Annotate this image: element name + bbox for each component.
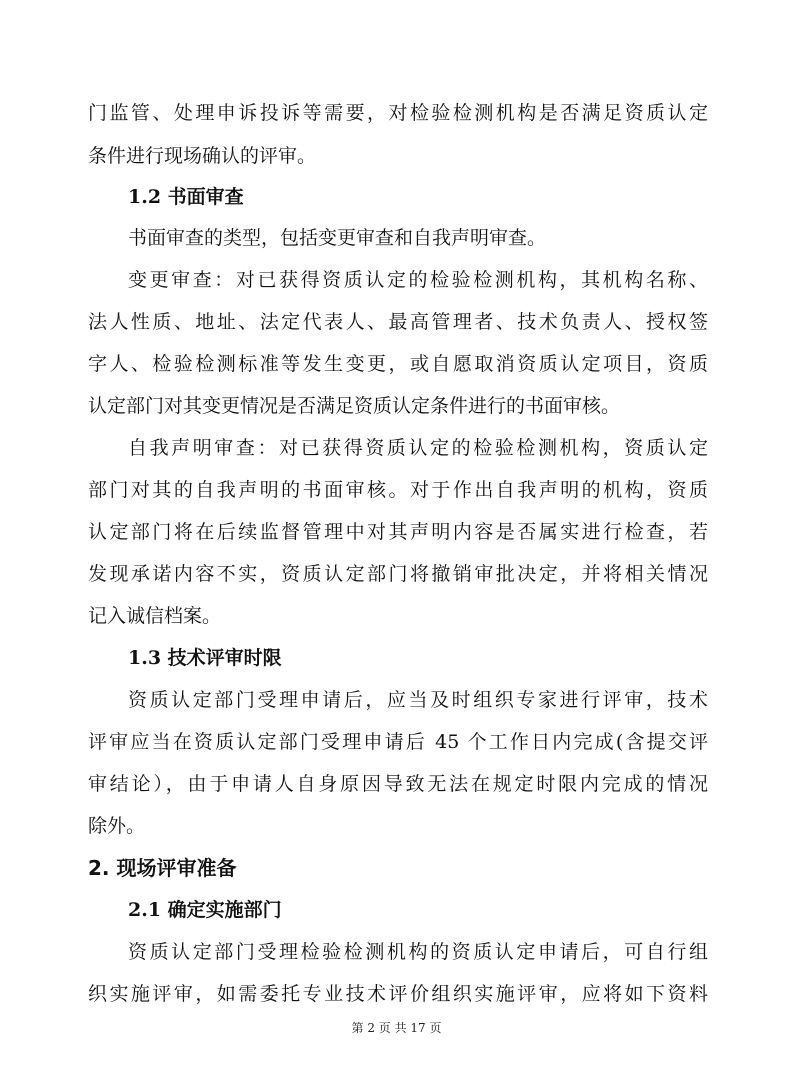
body-text-line: 认定部门对其变更情况是否满足资质认定条件进行的书面审核。: [88, 395, 621, 417]
body-text-line: 织实施评审，如需委托专业技术评价组织实施评审，应将如下资料: [88, 983, 708, 1005]
body-text-line: 部门对其的自我声明的书面审核。对于作出自我声明的机构，资质: [88, 479, 708, 501]
section-heading-2: 2. 现场评审准备: [88, 856, 237, 880]
body-text-line: 资质认定部门受理申请后，应当及时组织专家进行评审，技术: [128, 689, 708, 711]
body-text-line: 变更审查：对已获得资质认定的检验检测机构，其机构名称、: [128, 269, 708, 291]
body-text-line: 法人性质、地址、法定代表人、最高管理者、技术负责人、授权签: [88, 311, 708, 333]
body-text-line: 自我声明审查：对已获得资质认定的检验检测机构，资质认定: [128, 437, 708, 459]
body-text-line: 认定部门将在后续监督管理中对其声明内容是否属实进行检查，若: [88, 521, 708, 543]
body-text-line: 资质认定部门受理检验检测机构的资质认定申请后，可自行组: [128, 941, 708, 963]
body-text-line: 除外。: [88, 815, 146, 837]
section-heading-1-2: 1.2 书面审查: [128, 186, 244, 208]
body-text-line: 字人、检验检测标准等发生变更，或自愿取消资质认定项目，资质: [88, 353, 708, 375]
section-heading-1-3: 1.3 技术评审时限: [128, 647, 282, 669]
body-text-line: 书面审查的类型，包括变更审查和自我声明审查。: [128, 227, 547, 249]
body-text-line: 条件进行现场确认的评审。: [88, 145, 317, 167]
body-text-line: 评审应当在资质认定部门受理申请后 45 个工作日内完成(含提交评: [88, 731, 708, 753]
body-text-line: 记入诚信档案。: [88, 605, 222, 627]
body-text-line: 发现承诺内容不实，资质认定部门将撤销审批决定，并将相关情况: [88, 563, 708, 585]
body-text-line: 审结论），由于申请人自身原因导致无法在规定时限内完成的情况: [88, 773, 708, 795]
section-heading-2-1: 2.1 确定实施部门: [128, 899, 282, 921]
page-footer: 第 2 页 共 17 页: [351, 1021, 442, 1035]
body-text-line: 门监管、处理申诉投诉等需要，对检验检测机构是否满足资质认定: [88, 102, 708, 124]
